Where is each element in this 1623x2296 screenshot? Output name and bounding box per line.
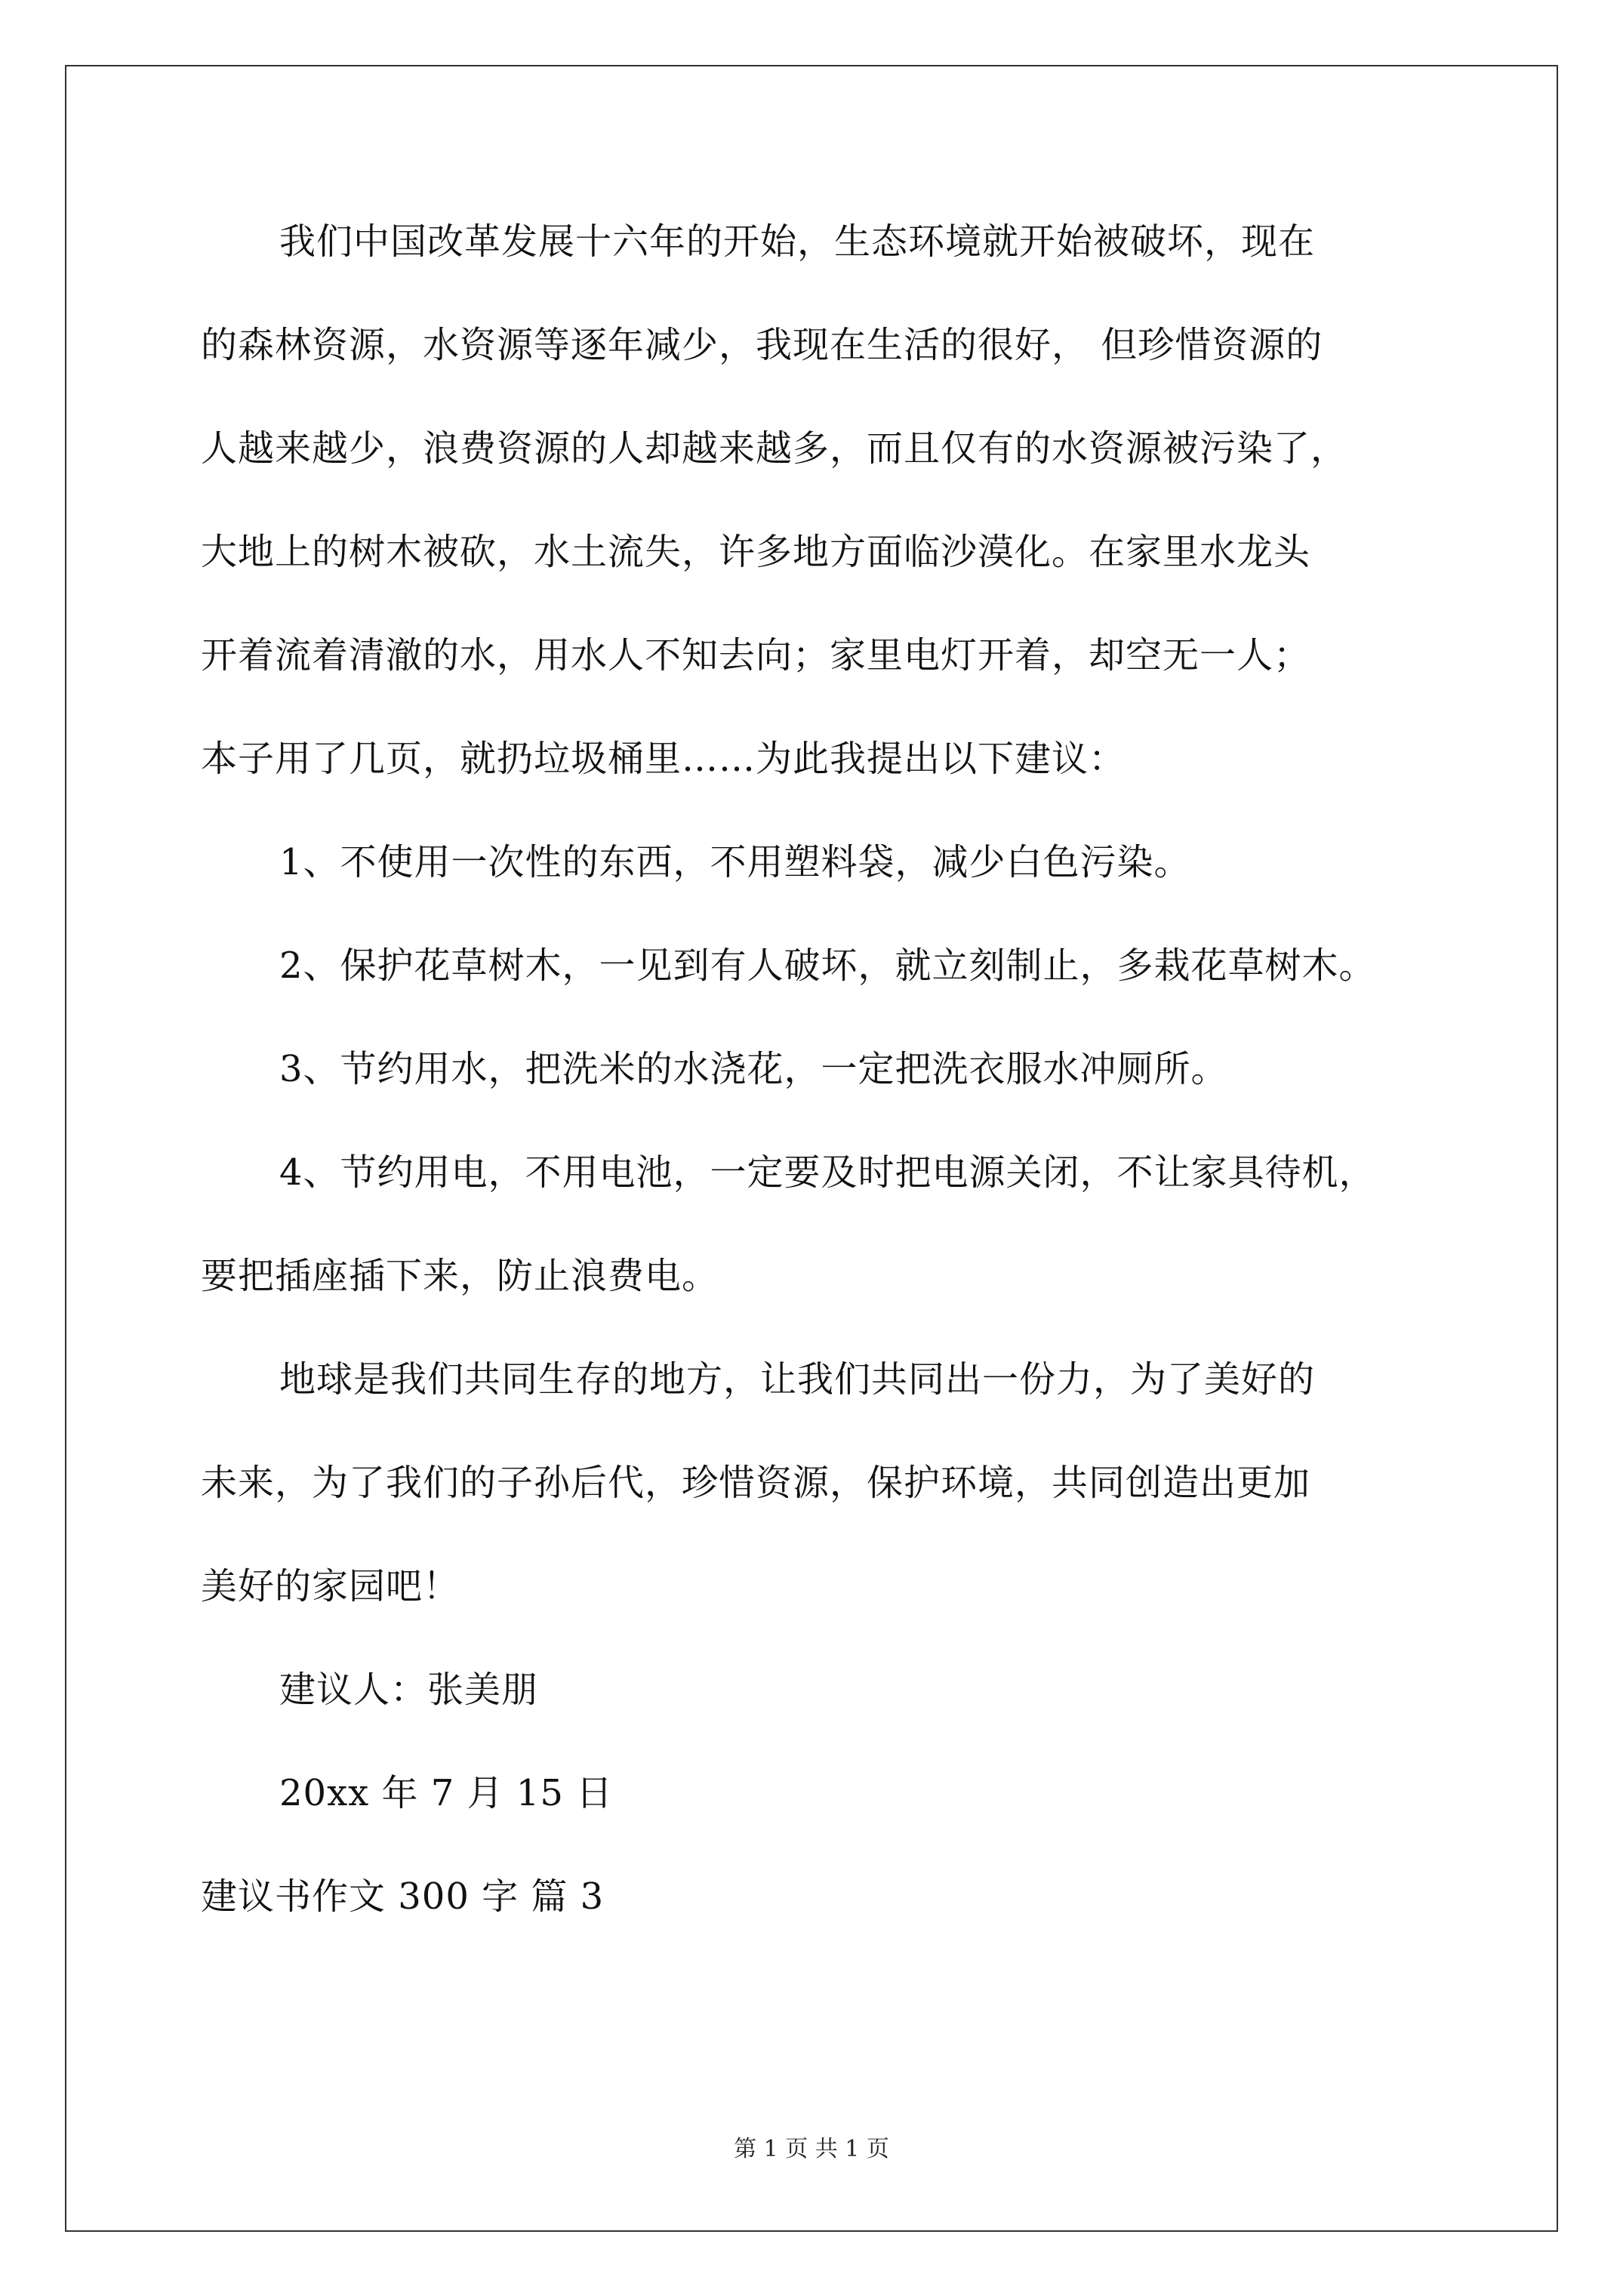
closing-line-3: 美好的家园吧！ <box>201 1565 460 1607</box>
closing-line-1: 地球是我们共同生存的地方，让我们共同出一份力，为了美好的 <box>279 1358 1316 1401</box>
paragraph-line-6: 本子用了几页，就扔垃圾桶里……为此我提出以下建议： <box>201 738 1126 780</box>
suggestion-item-4-cont: 要把插座插下来，防止浪费电。 <box>201 1255 719 1297</box>
paragraph-line-4: 大地上的树木被砍，水土流失，许多地方面临沙漠化。在家里水龙头 <box>201 531 1311 573</box>
closing-line-2: 未来，为了我们的子孙后代，珍惜资源，保护环境，共同创造出更加 <box>201 1462 1311 1504</box>
paragraph-line-5: 开着流着清澈的水，用水人不知去向；家里电灯开着，却空无一人； <box>201 634 1311 676</box>
suggestion-item-1: 1、不使用一次性的东西，不用塑料袋，减少白色污染。 <box>279 841 1191 883</box>
paragraph-line-1: 我们中国改革发展十六年的开始，生态环境就开始被破坏，现在 <box>279 220 1316 263</box>
signature-line: 建议人：张美朋 <box>279 1669 539 1711</box>
section-heading: 建议书作文 300 字 篇 3 <box>201 1875 605 1918</box>
date-line: 20xx 年 7 月 15 日 <box>279 1772 614 1814</box>
paragraph-line-2: 的森林资源，水资源等逐年减少，我现在生活的很好， 但珍惜资源的 <box>201 324 1323 366</box>
suggestion-item-3: 3、节约用水，把洗米的水浇花，一定把洗衣服水冲厕所。 <box>279 1048 1228 1090</box>
suggestion-item-2: 2、保护花草树木，一见到有人破坏，就立刻制止，多栽花草树木。 <box>279 945 1376 987</box>
page-footer: 第 1 页 共 1 页 <box>734 2136 889 2162</box>
paragraph-line-3: 人越来越少，浪费资源的人却越来越多，而且仅有的水资源被污染了， <box>201 427 1348 470</box>
suggestion-item-4: 4、节约用电，不用电池，一定要及时把电源关闭，不让家具待机， <box>279 1151 1376 1194</box>
